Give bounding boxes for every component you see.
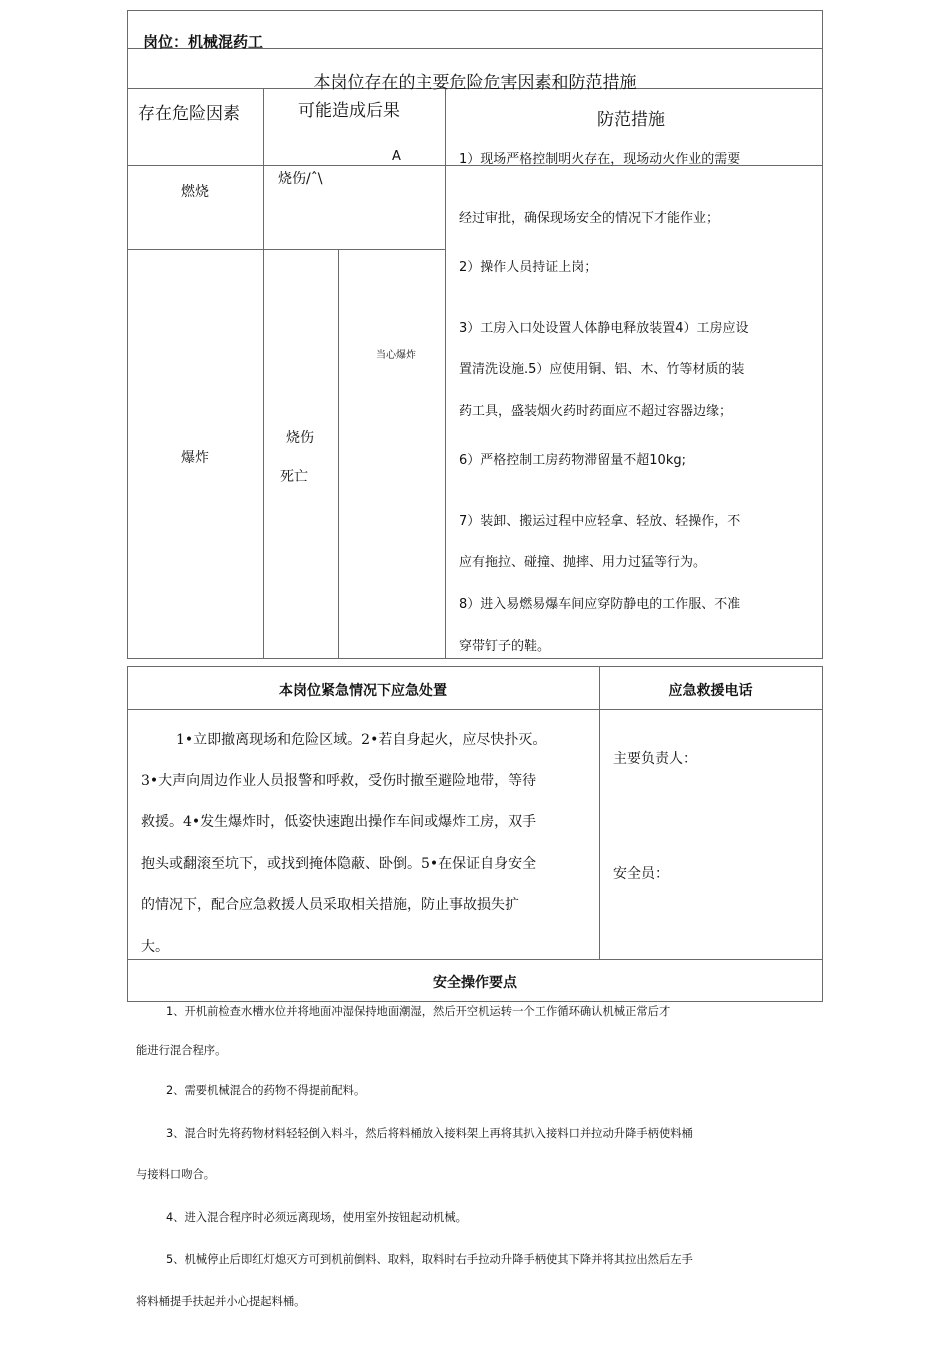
explosion-warning-note: 当心爆炸 [376,350,416,361]
col-header-consequence: 可能造成后果 [298,101,400,121]
measure-line: 1）现场严格控制明火存在，现场动火作业的需要 [459,152,741,167]
safety-point-line: 与接料口吻合。 [136,1168,216,1181]
safety-point-line: 能进行混合程序。 [136,1044,227,1057]
safety-point-line: 2、需要机械混合的药物不得提前配料。 [166,1084,366,1097]
measure-line: 置清洗设施.5）应使用铜、铝、木、竹等材质的装 [459,362,745,377]
procedure-line: 3•大声向周边作业人员报警和呼救，受伤时撤至避险地带，等待 [141,773,537,789]
procedure-line: 大。 [141,939,169,955]
measure-line: 2）操作人员持证上岗； [459,260,598,275]
safety-point-line: 1、开机前检查水槽水位并将地面冲湿保持地面潮湿，然后开空机运转一个工作循环确认机械正常后才 [166,1005,671,1018]
consequence-burn-2: 烧伤 [286,430,314,446]
col-header-measures: 防范措施 [597,110,665,130]
rescue-phone-header: 应急救援电话 [668,683,753,699]
procedure-line: 抱头或翻滚至坑下，或找到掩体隐蔽、卧倒。5•在保证自身安全 [141,856,537,872]
col-header-factor: 存在危险因素 [138,104,240,124]
procedure-line: 救援。4•发生爆炸时，低姿快速跑出操作车间或爆炸工房，双手 [141,814,537,830]
safety-point-line: 将料桶提手扶起并小心提起料桶。 [136,1295,306,1308]
measure-line: 经过审批，确保现场安全的情况下才能作业； [459,211,720,226]
safety-title: 安全操作要点 [433,975,517,991]
safety-point-line: 5、机械停止后即红灯熄灭方可到机前倒料、取料，取料时右手拉动升降手柄使其下降并将其拉出然后左手 [166,1253,693,1266]
measure-line: 穿带钉子的鞋。 [459,639,551,654]
factor-explosion: 爆炸 [181,450,209,466]
measure-line: 6）严格控制工房药物滞留量不超10kg; [459,453,686,468]
measure-line: 药工具，盛装烟火药时药面应不超过容器边缘； [459,404,733,419]
position-label: 岗位：机械混药工 [143,33,264,51]
measure-line: 3）工房入口处设置人体静电释放装置4）工房应设 [459,321,749,336]
contact-main: 主要负责人： [613,751,697,767]
measure-line: 8）进入易燃易爆车间应穿防静电的工作服、不准 [459,597,741,612]
contact-safety: 安全员： [613,866,669,882]
factor-burning: 燃烧 [181,184,209,200]
consequence-death: 死亡 [280,469,308,485]
emergency-header: 本岗位紧急情况下应急处置 [279,683,447,699]
procedure-line: 1•立即撤离现场和危险区域。2•若自身起火，应尽快扑灭。 [176,732,547,748]
procedure-line: 的情况下，配合应急救援人员采取相关措施，防止事故损失扩 [141,897,519,913]
measure-line: 应有拖拉、碰撞、抛摔、用力过猛等行为。 [459,555,707,570]
consequence-burn: 烧伤/ˆ\ [278,171,323,187]
measure-line: 7）装卸、搬运过程中应轻拿、轻放、轻操作，不 [459,514,741,529]
safety-point-line: 4、进入混合程序时必须远离现场，使用室外按钮起动机械。 [166,1211,467,1224]
table-title: 本岗位存在的主要危险危害因素和防范措施 [313,73,637,93]
consequence-marker: A [392,149,401,164]
safety-point-line: 3、混合时先将药物材料轻轻倒入料斗，然后将料桶放入接料架上再将其扒入接料口并拉动升降手柄使料桶 [166,1127,693,1140]
